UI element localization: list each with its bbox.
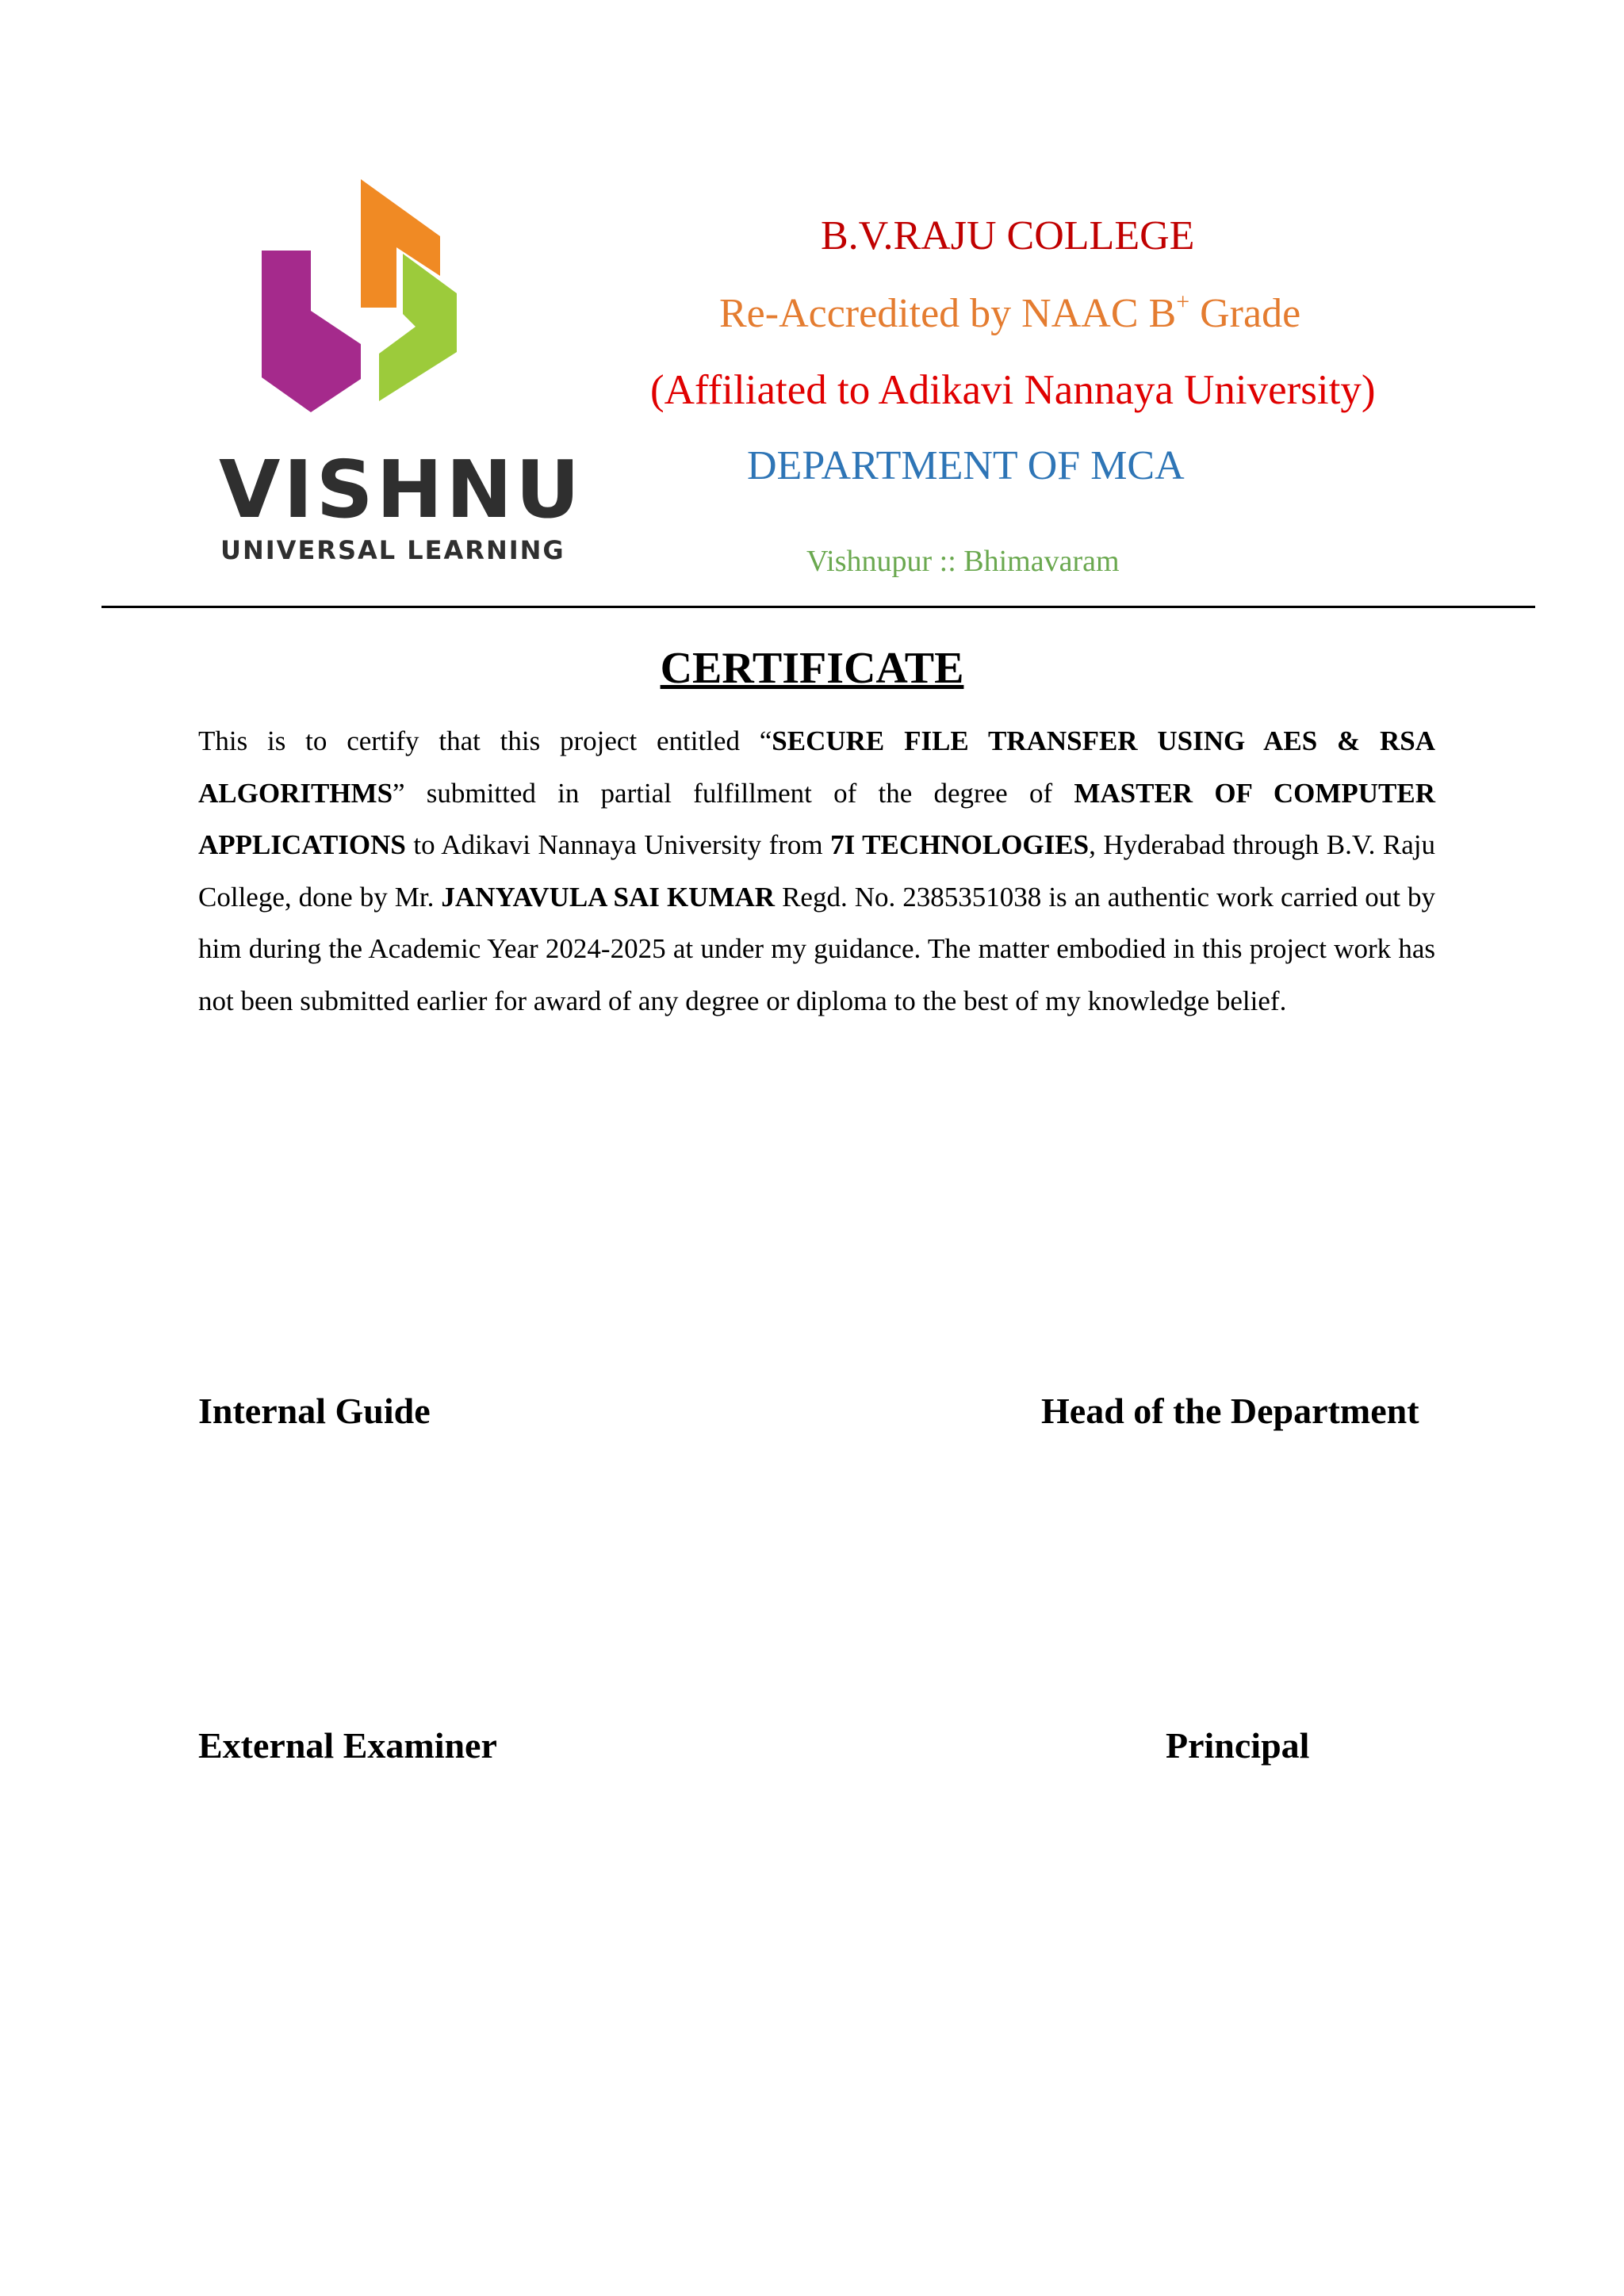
college-name: B.V.RAJU COLLEGE bbox=[821, 213, 1195, 258]
header-divider bbox=[102, 606, 1535, 608]
college-location: Vishnupur :: Bhimavaram bbox=[806, 545, 1120, 578]
body-text-3: to Adikavi Nannaya University from bbox=[405, 829, 831, 860]
certificate-body bbox=[198, 715, 1435, 1027]
body-text-4: , Hyderabad through B.V. Raju College, done by Mr. bbox=[198, 829, 1435, 913]
body-text-5: Regd. No. 2385351038 is an authentic work carried out by him during the Academic Year 2024-2025 at under my guidance. The matter embodied in this project work has not been submitted earlier for award of any degree or diploma to the best of my knowledge belief. bbox=[198, 881, 1435, 1016]
naac-prefix: Re-Accredited by NAAC B bbox=[719, 291, 1177, 336]
body-text-2: ” submitted in partial fulfillment of the degree of bbox=[393, 777, 1074, 809]
naac-accreditation bbox=[719, 289, 1301, 336]
naac-suffix: Grade bbox=[1189, 291, 1301, 336]
logo-tagline: UNIVERSAL LEARNING bbox=[220, 535, 565, 565]
internal-guide-label: Internal Guide bbox=[198, 1391, 431, 1431]
project-title: SECURE FILE TRANSFER USING AES & RSA ALGORITHMS bbox=[198, 725, 1435, 809]
external-examiner-label: External Examiner bbox=[198, 1725, 497, 1766]
hod-label: Head of the Department bbox=[1041, 1391, 1419, 1431]
certificate-title: CERTIFICATE bbox=[660, 644, 964, 693]
vishnu-logo bbox=[214, 174, 584, 565]
degree-name: MASTER OF COMPUTER APPLICATIONS bbox=[198, 777, 1436, 860]
body-text-1: This is to certify that this project entitled “ bbox=[198, 725, 772, 756]
vishnu-logo-mark-icon bbox=[262, 174, 500, 444]
department-name: DEPARTMENT OF MCA bbox=[747, 443, 1185, 488]
principal-label: Principal bbox=[1166, 1725, 1310, 1766]
affiliation: (Affiliated to Adikavi Nannaya University) bbox=[650, 367, 1376, 413]
logo-wordmark: VISHNU bbox=[219, 443, 584, 536]
student-name: JANYAVULA SAI KUMAR bbox=[441, 881, 776, 913]
company-name: 7I TECHNOLOGIES bbox=[830, 829, 1090, 860]
naac-grade-plus: + bbox=[1176, 289, 1190, 315]
